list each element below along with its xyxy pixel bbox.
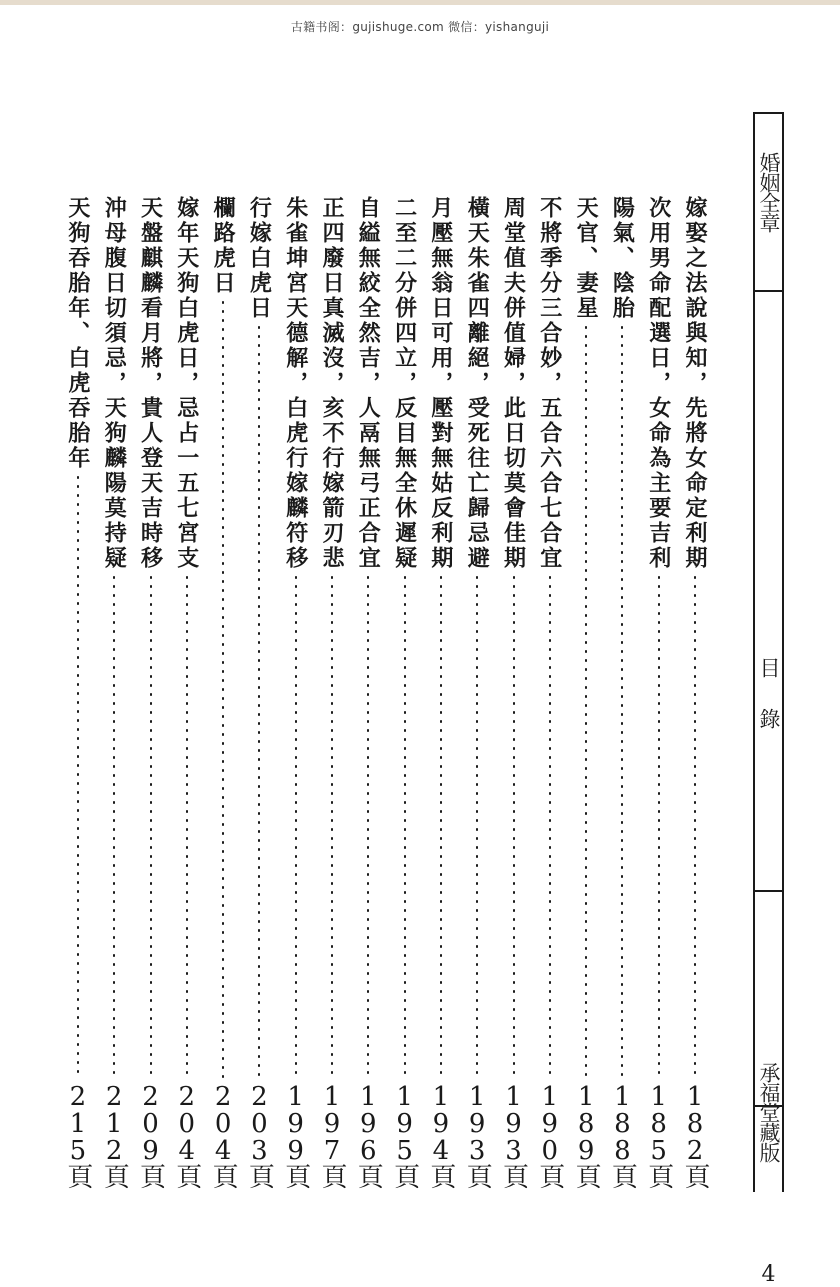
- dot-leader: [113, 573, 115, 1078]
- dot-leader: [440, 573, 442, 1078]
- toc-entry[interactable]: [535, 196, 565, 1186]
- toc-entry-title: 天狗吞胎年、白虎吞胎年: [64, 196, 91, 471]
- side-tab-border-right: [782, 112, 784, 1192]
- toc-entry[interactable]: [426, 196, 456, 1186]
- dot-leader: [186, 573, 188, 1078]
- toc-entry-page: 194頁: [425, 1082, 456, 1186]
- table-of-contents: [60, 196, 720, 1191]
- toc-entry-title: 不將季分三合妙，五合六合七合宜: [536, 196, 563, 571]
- dot-leader: [513, 573, 515, 1078]
- toc-entry-page: 204頁: [208, 1082, 239, 1186]
- toc-entry-title: 自縊無絞全然吉，人鬲無弓正合宜: [355, 196, 382, 571]
- toc-entry-page: 204頁: [171, 1082, 202, 1186]
- dot-leader: [549, 573, 551, 1078]
- toc-entry-page: 193頁: [498, 1082, 529, 1186]
- book-title: 婚姻全章: [757, 152, 781, 232]
- toc-entry-page: 215頁: [62, 1082, 93, 1186]
- toc-entry-title: 嫁娶之法說與知，先將女命定利期: [682, 196, 708, 571]
- toc-entry-title: 橫天朱雀四離絕，受死往亡歸忌避: [464, 196, 491, 571]
- dot-leader: [367, 573, 369, 1078]
- dot-leader: [77, 473, 79, 1078]
- toc-entry[interactable]: [462, 196, 492, 1186]
- toc-entry-title: 天官、妻星: [573, 196, 600, 321]
- page-number: 4: [761, 1262, 776, 1287]
- toc-entry[interactable]: [571, 196, 601, 1186]
- toc-entry-title: 嫁年天狗白虎日，忌占一五七宮支: [173, 196, 200, 571]
- toc-entry[interactable]: [208, 196, 238, 1186]
- dot-leader: [222, 298, 224, 1078]
- toc-entry-title: 次用男命配選日，女命為主要吉利: [645, 196, 672, 571]
- toc-entry-page: 188頁: [607, 1082, 638, 1186]
- toc-entry-page: 197頁: [317, 1082, 347, 1186]
- toc-entry[interactable]: [390, 196, 420, 1186]
- toc-entry[interactable]: [353, 196, 383, 1186]
- toc-entry-page: 189頁: [571, 1082, 602, 1186]
- dot-leader: [258, 323, 260, 1078]
- toc-entry-page: 203頁: [244, 1082, 275, 1186]
- dot-leader: [404, 573, 406, 1078]
- toc-entry-title: 行嫁白虎日: [246, 196, 273, 321]
- toc-entry-title: 朱雀坤宮天德解，白虎行嫁麟符移: [282, 196, 309, 571]
- toc-entry-page: 196頁: [353, 1082, 384, 1186]
- toc-entry-title: 欄路虎日: [210, 196, 237, 296]
- toc-entry-title: 周堂值夫併值婦，此日切莫會佳期: [500, 196, 527, 571]
- top-border: [0, 0, 840, 5]
- side-tab-divider: [753, 290, 784, 292]
- toc-entry-title: 月壓無翁日可用，壓對無姑反利期: [427, 196, 454, 571]
- dot-leader: [694, 573, 696, 1078]
- dot-leader: [585, 323, 587, 1078]
- toc-entry-title: 沖母腹日切須忌，天狗麟陽莫持疑: [101, 196, 128, 571]
- toc-entry[interactable]: [244, 196, 274, 1186]
- side-tab-border-left: [753, 112, 755, 1192]
- toc-entry-title: 天盤麒麟看月將，貴人登天吉時移: [137, 196, 164, 571]
- toc-entry-page: 212頁: [99, 1082, 130, 1186]
- dot-leader: [331, 573, 333, 1078]
- side-tab-divider: [753, 890, 784, 892]
- watermark-text: 古籍书阁：gujishuge.com 微信：yishanguji: [290, 20, 550, 34]
- dot-leader: [621, 323, 623, 1078]
- toc-entry-page: 209頁: [135, 1082, 166, 1186]
- dot-leader: [476, 573, 478, 1078]
- toc-entry[interactable]: [317, 196, 347, 1186]
- toc-entry-page: 199頁: [280, 1082, 311, 1186]
- side-tab: [753, 112, 784, 1287]
- section-label: 目錄: [757, 657, 781, 759]
- toc-entry[interactable]: [136, 196, 166, 1186]
- toc-entry[interactable]: [607, 196, 637, 1186]
- dot-leader: [150, 573, 152, 1078]
- toc-entry-page: 195頁: [389, 1082, 420, 1186]
- toc-entry-title: 正四廢日真滅沒，亥不行嫁箭刃悲: [319, 196, 345, 571]
- publisher-label: 承福堂藏版: [757, 1062, 781, 1162]
- toc-entry[interactable]: [172, 196, 202, 1186]
- dot-leader: [658, 573, 660, 1078]
- side-tab-border-top: [753, 112, 784, 114]
- toc-entry-page: 185頁: [643, 1082, 674, 1186]
- toc-entry-page: 182頁: [680, 1082, 710, 1186]
- toc-entry-title: 二至二分併四立，反目無全休遲疑: [391, 196, 418, 571]
- toc-entry-page: 193頁: [462, 1082, 493, 1186]
- toc-entry[interactable]: [99, 196, 129, 1186]
- toc-entry[interactable]: [644, 196, 674, 1186]
- dot-leader: [295, 573, 297, 1078]
- toc-entry[interactable]: [281, 196, 311, 1186]
- toc-entry[interactable]: [499, 196, 529, 1186]
- toc-entry[interactable]: [680, 196, 710, 1186]
- toc-entry-title: 陽氣、陰胎: [609, 196, 636, 321]
- toc-entry[interactable]: [63, 196, 93, 1186]
- toc-entry-page: 190頁: [534, 1082, 565, 1186]
